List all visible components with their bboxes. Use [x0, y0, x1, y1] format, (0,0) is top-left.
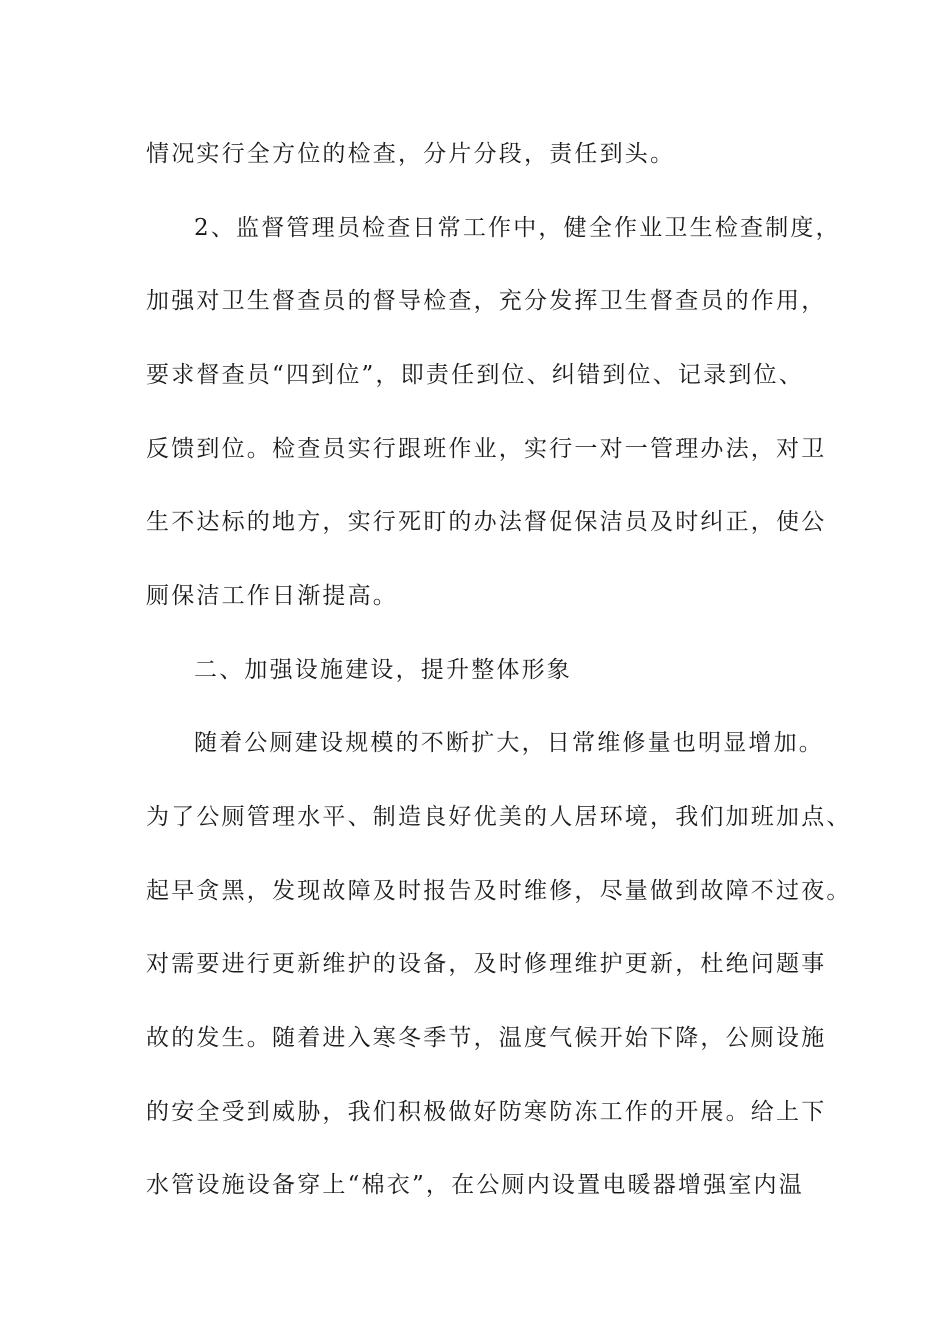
text-line: 生不达标的地方，实行死盯的办法督促保洁员及时纠正，使公	[146, 509, 827, 535]
text-line: 2、监督管理员检查日常工作中，健全作业卫生检查制度，	[194, 215, 841, 241]
text-line: 起早贪黑，发现故障及时报告及时维修，尽量做到故障不过夜。	[146, 878, 852, 904]
text-line: 随着公厕建设规模的不断扩大，日常维修量也明显增加。	[194, 730, 824, 756]
text-line: 的安全受到威胁，我们积极做好防寒防冻工作的开展。给上下	[146, 1099, 827, 1125]
text-line: 对需要进行更新维护的设备，及时修理维护更新，杜绝问题事	[146, 951, 827, 977]
text-line: 水管设施设备穿上“棉衣”，在公厕内设置电暖器增强室内温	[146, 1172, 804, 1198]
text-line: 加强对卫生督查员的督导检查，充分发挥卫生督查员的作用，	[146, 288, 827, 314]
text-line: 为了公厕管理水平、制造良好优美的人居环境，我们加班加点、	[146, 804, 852, 830]
text-line: 故的发生。随着进入寒冬季节，温度气候开始下降，公厕设施	[146, 1025, 827, 1051]
text-line: 要求督查员“四到位”，即责任到位、纠错到位、记录到位、	[146, 362, 804, 388]
text-line: 厕保洁工作日渐提高。	[146, 583, 398, 609]
text-line: 情况实行全方位的检查，分片分段，责任到头。	[146, 141, 676, 167]
text-line: 反馈到位。检查员实行跟班作业，实行一对一管理办法，对卫	[146, 436, 827, 462]
section-heading: 二、加强设施建设，提升整体形象	[194, 657, 572, 683]
